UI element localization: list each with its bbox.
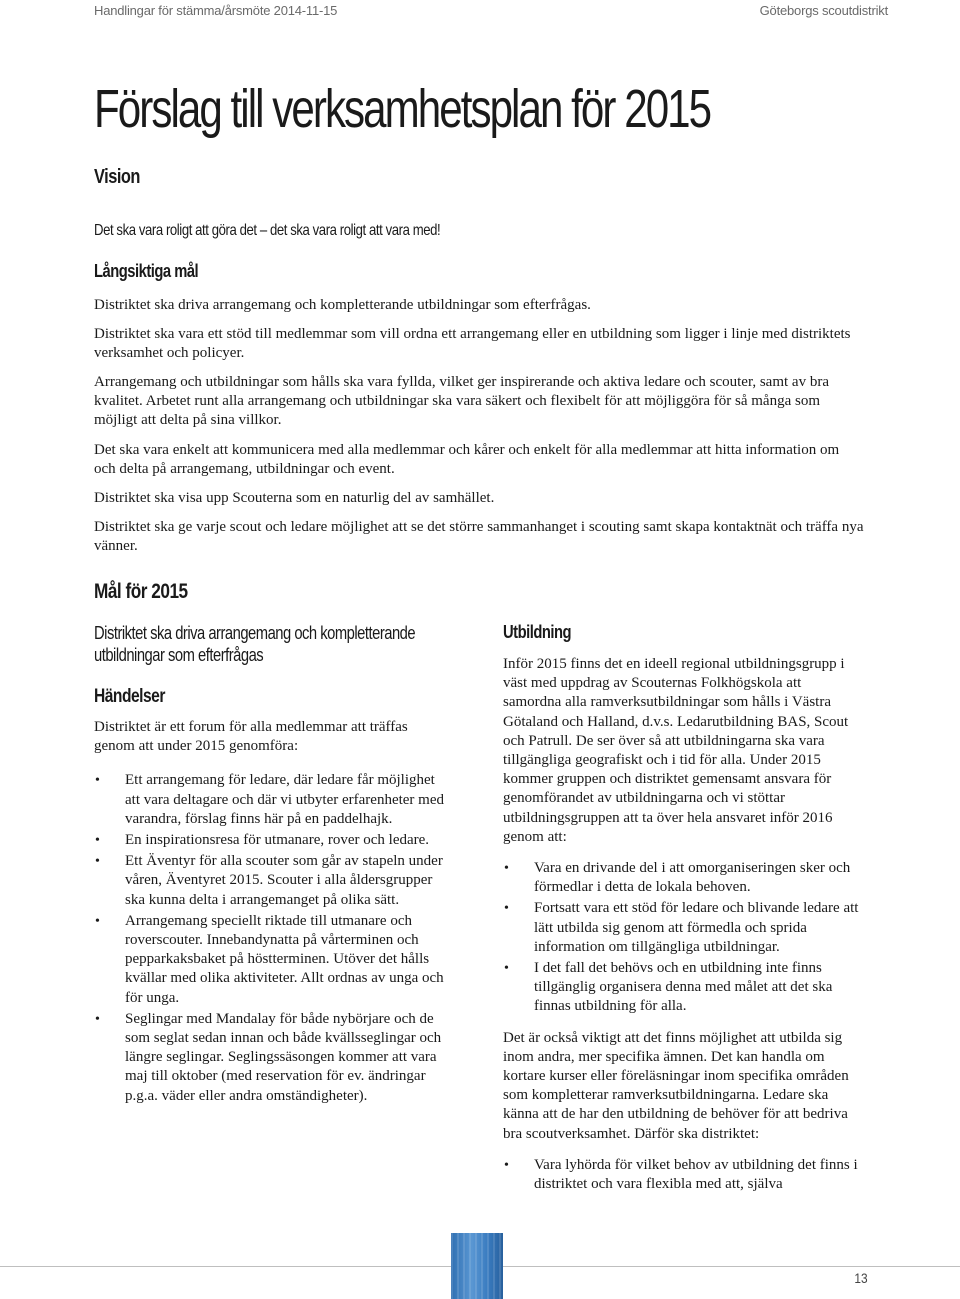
- bullet-icon: •: [95, 1011, 100, 1027]
- vision-text: Det ska vara roligt att göra det – det ska vara roligt att vara med!: [94, 222, 441, 239]
- list-item: • Fortsatt vara ett stöd för ledare och blivande ledare att lätt utbilda sig genom att förmedla och sprida information om tillgängliga utbildningar.: [504, 900, 859, 955]
- education-paragraph: Det är också viktigt att det finns möjlighet att utbilda sig inom andra, mer specifika ämnen. Det kan handla om kortare kurser eller föreläsningar inom specifika områden som kompletterar ramverksutbildningarna. Ledare ska känna att de har den utbildning de behöver för att bedriva bra scoutverksamhet. Därför ska distriktet:: [503, 1029, 849, 1142]
- bullet-icon: •: [95, 833, 100, 849]
- page-number: 13: [854, 1270, 868, 1286]
- list-item: • En inspirationsresa för utmanare, rover och ledare.: [94, 831, 452, 850]
- list-item: • Vara en drivande del i att omorganiseringen sker och förmedlar i detta de lokala behoven.: [504, 860, 851, 896]
- long-term-paragraph-3: Arrangemang och utbildningar som hålls ska vara fyllda, vilket ger inspirerande och aktiva ledare och scouter, samt av bra kvalitet. Arbetet runt alla arrangemang och utbildningar ska vara säkert och flexibelt för att möjliggöra för så många som möjligt att delta på sina villkor.: [94, 374, 829, 429]
- education-heading: Utbildning: [503, 622, 572, 642]
- left-column: [94, 622, 452, 1108]
- page-title: Förslag till verksamhetsplan för 2015: [94, 79, 711, 139]
- education-list: [503, 859, 861, 1017]
- vision-heading: Vision: [94, 166, 140, 188]
- long-term-goals-heading: Långsiktiga mål: [94, 261, 199, 281]
- footer-decoration: [451, 1233, 503, 1299]
- events-intro: Distriktet är ett forum för alla medlemmar att träffas genom att under 2015 genomföra:: [94, 719, 408, 755]
- education-list-2: [503, 1156, 861, 1194]
- list-item: • Seglingar med Mandalay för både nybörjare och de som seglat sedan innan och både kvällsseglingar och längre seglingar. Seglingssäsongen kommer att vara maj till oktober (med reservation för ev. ändringar p.g.a. väder eller andra omständigheter).: [95, 1010, 442, 1104]
- bullet-icon: •: [95, 854, 100, 870]
- goals-2015-heading: Mål för 2015: [94, 580, 188, 603]
- running-header: [94, 0, 888, 20]
- header-left-text: Handlingar för stämma/årsmöte 2014-11-15: [94, 2, 338, 18]
- bullet-icon: •: [504, 901, 509, 917]
- long-term-paragraph-4: Det ska vara enkelt att kommunicera med alla medlemmar och kårer och enkelt för alla medlemmar att hitta information om och delta på arrangemang, utbildningar och event.: [94, 442, 840, 478]
- left-subheading-line-1: Distriktet ska driva arrangemang och kompletterande: [94, 623, 416, 643]
- events-heading: Händelser: [94, 686, 165, 707]
- long-term-paragraph-6: Distriktet ska ge varje scout och ledare möjlighet att se det större sammanhanget i scouting samt skapa kontaktnät och träffa nya vänner.: [94, 519, 864, 555]
- list-item: • I det fall det behövs och en utbildning inte finns tillgänglig organisera denna med målet att det ska finnas utbildning för alla.: [504, 960, 833, 1015]
- list-item: • Arrangemang speciellt riktade till utmanare och roverscouter. Innebandynatta på vårterminen och pepparkaksbaket på höstterminen. Utöver det hålls kvällar med olika aktiviteter. Allt ordnas av unga och för unga.: [95, 912, 444, 1006]
- footer-line-left: [0, 1266, 451, 1267]
- bullet-icon: •: [95, 913, 100, 929]
- education-intro: Inför 2015 finns det en ideell regional utbildningsgrupp i väst med uppdrag av Scouternas Folkhögskola att samordna alla ramverksutbildningar som hålls i Västra Götaland och Halland, d.v.s. Ledarutbildning BAS, Scout och Patrull. De ser över så att utbildningarna ska vara tillgängliga geografiskt och i tid för alla. Under 2015 kommer gruppen och distriktet gemensamt ansvara för genomförandet av utbildningarna och vi stöttar utbildningsgruppen att ta över hela ansvaret inför 2016 genom att:: [503, 656, 849, 845]
- events-list: [94, 771, 452, 1105]
- long-term-paragraph-5: Distriktet ska visa upp Scouterna som en naturlig del av samhället.: [94, 490, 495, 506]
- long-term-paragraph-1: Distriktet ska driva arrangemang och kompletterande utbildningar som efterfrågas.: [94, 297, 591, 313]
- long-term-paragraph-2: Distriktet ska vara ett stöd till medlemmar som vill ordna ett arrangemang eller en utbildning som ligger i linje med distriktets verksamhet och policyer.: [94, 326, 851, 362]
- bullet-icon: •: [504, 961, 509, 977]
- footer-line-right: [503, 1266, 960, 1267]
- list-item: • Ett Äventyr för alla scouter som går av stapeln under våren, Äventyret 2015. Scouter i alla åldersgrupper ska kunna delta i arrangemanget på olika sätt.: [95, 853, 443, 908]
- bullet-icon: •: [504, 861, 509, 877]
- bullet-icon: •: [504, 1157, 509, 1173]
- right-column: [503, 622, 861, 1196]
- bullet-icon: •: [95, 773, 100, 789]
- left-subheading-line-2: utbildningar som efterfrågas: [94, 645, 264, 665]
- header-right-text: Göteborgs scoutdistrikt: [759, 2, 888, 18]
- list-item: • Vara lyhörda för vilket behov av utbildning det finns i distriktet och vara flexibla med att, själva: [504, 1156, 858, 1193]
- list-item: • Ett arrangemang för ledare, där ledare får möjlighet att vara deltagare och där vi utbyter erfarenheter med varandra, förslag finns här på en paddelhajk.: [95, 772, 444, 827]
